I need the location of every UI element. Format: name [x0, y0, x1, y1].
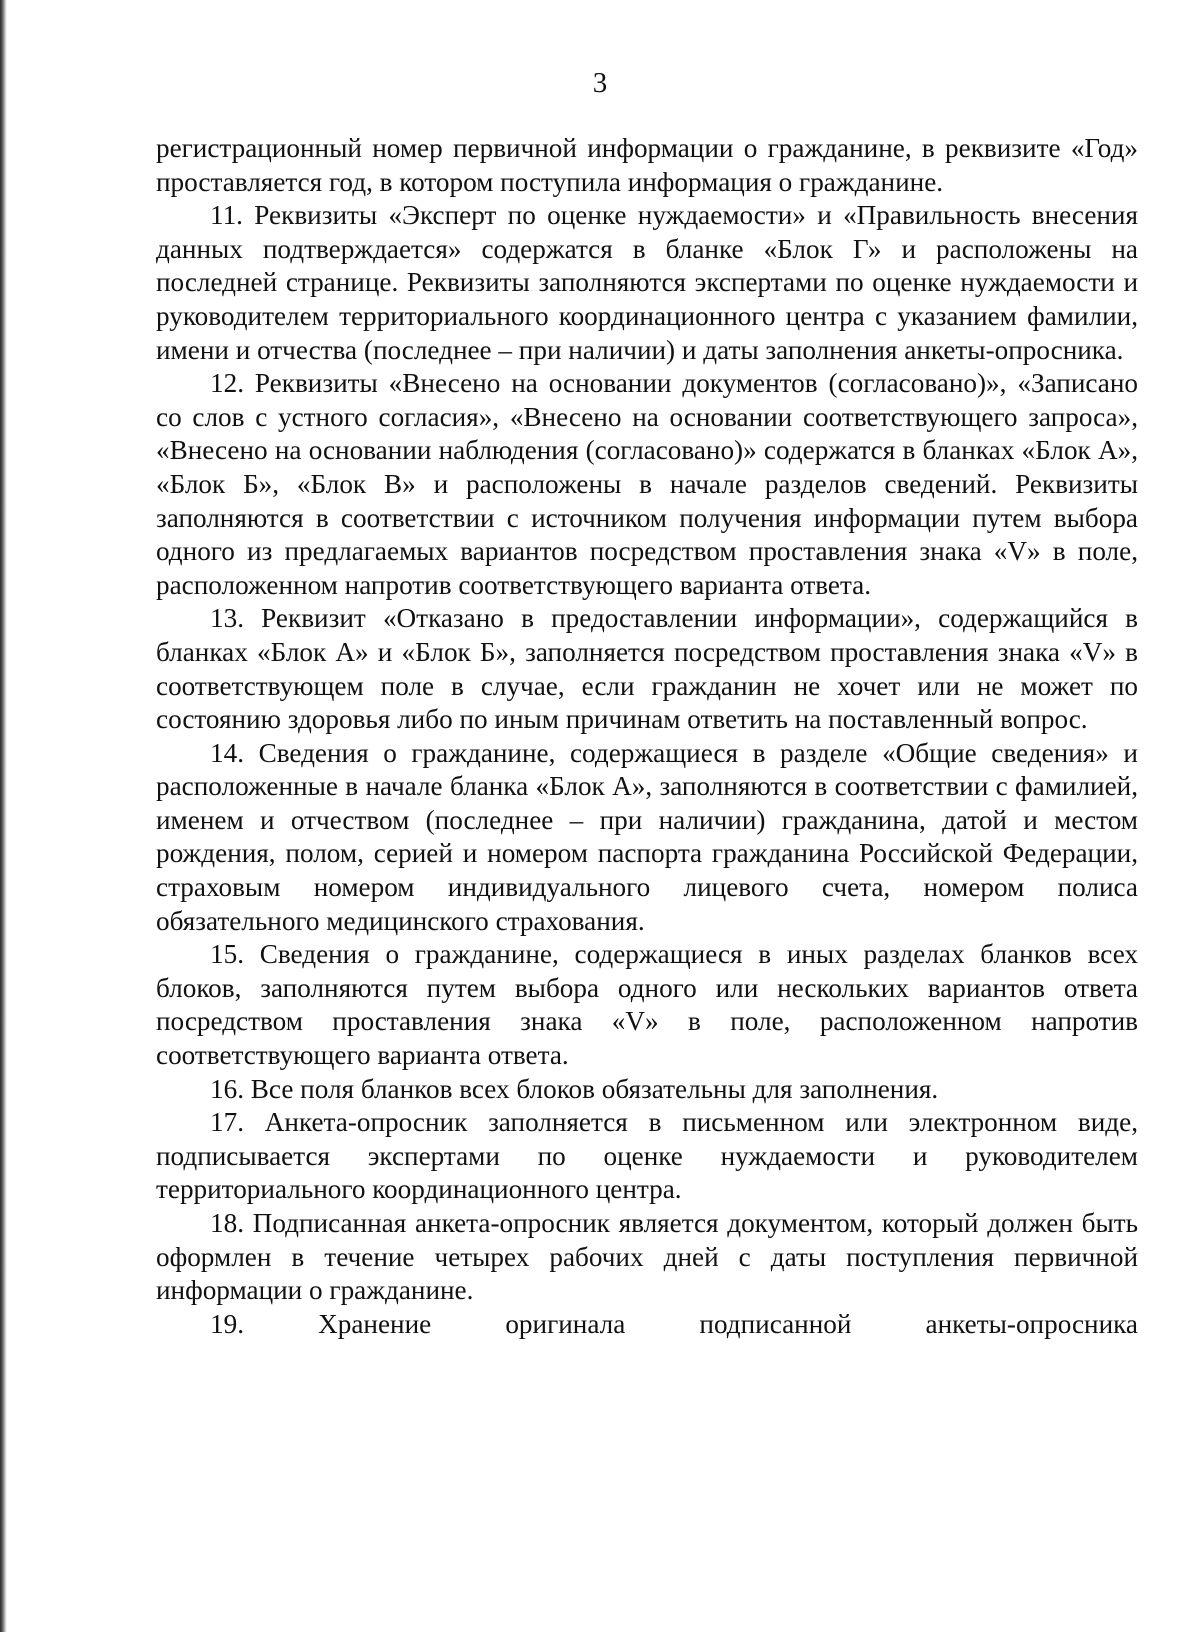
paragraph-item-11: 11. Реквизиты «Эксперт по оценке нуждаемости» и «Правильность внесения данных подтверждается» содержатся в бланке «Блок Г» и расположены на последней странице. Реквизиты заполняются экспертами по оценке нуждаемости и руководителем территориального координационного центра с указанием фамилии, имени и отчества (последнее – при наличии) и даты заполнения анкеты-опросника. — [156, 200, 1138, 365]
paragraph-item-16: 16. Все поля бланков всех блоков обязательны для заполнения. — [210, 1073, 939, 1104]
document-body — [156, 132, 1138, 1341]
paragraph-item-13: 13. Реквизит «Отказано в предоставлении информации», содержащийся в бланках «Блок А» и «Блок Б», заполняется посредством проставления знака «V» в соответствующем поле в случае, если гражданин не хочет или не может по состоянию здоровья либо по иным причинам ответить на поставленный вопрос. — [156, 603, 1138, 735]
paragraph-item-19: 19. Хранение оригинала подписанной анкеты-опросника — [210, 1308, 1138, 1339]
paragraph-item-17: 17. Анкета-опросник заполняется в письменном или электронном виде, подписывается экспертами по оценке нуждаемости и руководителем территориального координационного центра. — [156, 1107, 1138, 1205]
page-number: 3 — [592, 67, 608, 99]
paragraph-item-15: 15. Сведения о гражданине, содержащиеся в иных разделах бланков всех блоков, заполняются путем выбора одного или нескольких вариантов ответа посредством проставления знака «V» в поле, расположенном напротив соответствующего варианта ответа. — [156, 939, 1138, 1071]
scan-left-edge — [0, 0, 7, 1632]
paragraph-item-18: 18. Подписанная анкета-опросник является документом, который должен быть оформлен в течение четырех рабочих дней с даты поступления первичной информации о гражданине. — [156, 1208, 1138, 1306]
paragraph-continuation: регистрационный номер первичной информации о гражданине, в реквизите «Год» проставляется год, в котором поступила информация о гражданине. — [156, 133, 1138, 197]
paragraph-item-14: 14. Сведения о гражданине, содержащиеся в разделе «Общие сведения» и расположенные в начале бланка «Блок А», заполняются в соответствии с фамилией, именем и отчеством (последнее – при наличии) гражданина, датой и местом рождения, полом, серией и номером паспорта гражданина Российской Федерации, страховым номером индивидуального лицевого счета, номером полиса обязательного медицинского страхования. — [156, 737, 1138, 936]
paragraph-item-12: 12. Реквизиты «Внесено на основании документов (согласовано)», «Записано со слов с устного согласия», «Внесено на основании соответствующего запроса», «Внесено на основании наблюдения (согласовано)» содержатся в бланках «Блок А», «Блок Б», «Блок В» и расположены в начале разделов сведений. Реквизиты заполняются в соответствии с источником получения информации путем выбора одного из предлагаемых вариантов посредством проставления знака «V» в поле, расположенном напротив соответствующего варианта ответа. — [156, 368, 1138, 600]
